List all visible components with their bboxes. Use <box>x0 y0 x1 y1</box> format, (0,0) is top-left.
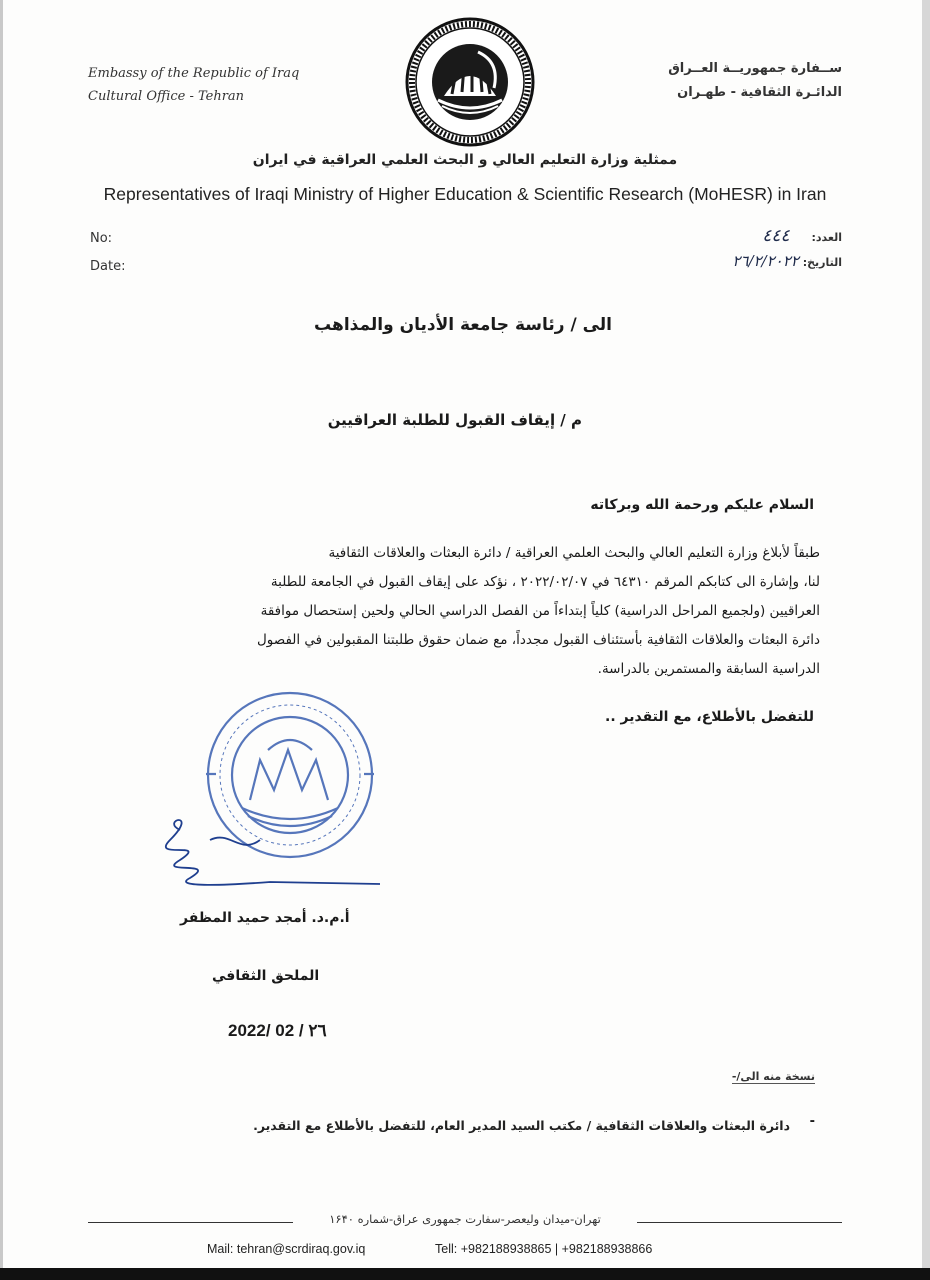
number-label-ar: العدد: <box>811 231 842 244</box>
copy-recipient-line: دائرة البعثات والعلاقات الثقافية / مكتب السيد المدير العام، للتفضل بالأطلاع مع التقدير. <box>253 1118 790 1133</box>
number-label-en: No: <box>90 231 113 246</box>
footer-address: تهران-ميدان وليعصر-سفارت جمهوری عراق-شماره ۱۶۴۰ <box>329 1212 601 1226</box>
copy-bullet: - <box>809 1114 815 1129</box>
footer-email: Mail: tehran@scrdiraq.gov.iq <box>207 1242 366 1256</box>
footer-rule-right <box>637 1222 842 1223</box>
body-line: لنا، وإشارة الى كتابكم المرقم ٦٤٣١٠ في ٢٠٢٢/٠٢/٠٧ ، نؤكد على إيقاف القبول في الجامعة للطلبة <box>270 574 820 590</box>
body-line: الدراسية السابقة والمستمرين بالدراسة. <box>597 661 820 677</box>
date-label-ar: التاريخ: <box>802 256 842 269</box>
subject-line: م / إيقاف القبول للطلبة العراقيين <box>327 411 582 429</box>
number-field-ar <box>762 226 842 246</box>
copy-to-label: نسخة منه الى/- <box>731 1070 815 1083</box>
official-stamp-icon <box>150 690 400 940</box>
greeting-line: السلام عليكم ورحمة الله وبركاته <box>590 497 814 513</box>
body-line: العراقيين (ولجميع المراحل الدراسية) كلياً إبتداءاً من الفصل الدراسي الحالي ولحين إستحصال موافقة <box>260 603 820 619</box>
date-label-en: Date: <box>90 259 126 274</box>
signer-title: الملحق الثقافي <box>212 968 320 984</box>
embassy-name-ar: ســفارة جمهوريــة العــراق <box>668 61 842 76</box>
signer-name: أ.م.د. أمجد حميد المظفر <box>180 910 350 926</box>
ministry-seal-logo <box>404 16 536 148</box>
ministry-title-ar: ممثلية وزارة التعليم العالي و البحث العلمي العراقية في ايران <box>252 152 678 168</box>
body-line: دائرة البعثات والعلاقات الثقافية بأستئناف القبول مجدداً، مع ضمان حقوق طلبتنا المقبولين في الفصول <box>256 632 820 648</box>
office-name-ar: الدائـرة الثقافية - طهـران <box>677 85 842 100</box>
header-english <box>88 62 299 108</box>
header-arabic <box>668 57 842 105</box>
signature-date: 2022/ 02 / ٢٦ <box>228 1021 327 1040</box>
closing-line: للتفضل بالأطلاع، مع التقدير .. <box>605 709 814 725</box>
number-value: ٤٤٤ <box>762 226 790 246</box>
date-field-ar <box>732 252 842 270</box>
addressee-line: الى / رئاسة جامعة الأديان والمذاهب <box>314 315 612 335</box>
date-value: ٢٦/٢/٢٠٢٢ <box>732 252 799 270</box>
office-name-en: Cultural Office - Tehran <box>88 89 245 104</box>
ministry-title-en: Representatives of Iraqi Ministry of Higher Education & Scientific Research (MoHESR) in Iran <box>103 184 827 204</box>
body-line: طبقاً لأبلاغ وزارة التعليم العالي والبحث العلمي العراقية / دائرة البعثات والعلاقات الثقافية <box>328 545 820 561</box>
screen-bottom-bar <box>0 1268 930 1280</box>
footer-phone: Tell: +982188938865 | +982188938866 <box>435 1242 653 1256</box>
embassy-name-en: Embassy of the Republic of Iraq <box>88 66 300 81</box>
footer-rule-left <box>88 1222 293 1223</box>
